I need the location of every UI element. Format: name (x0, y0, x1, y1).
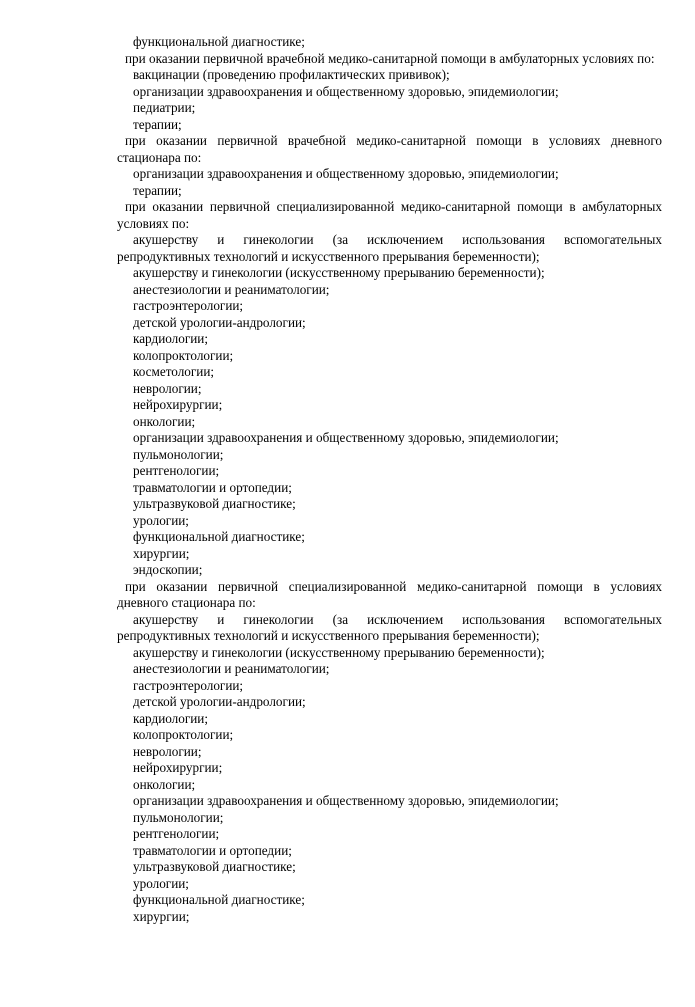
list-item: нейрохирургии; (133, 397, 223, 412)
list-item: терапии; (133, 116, 182, 132)
list-item: травматологии и ортопедии; (133, 842, 292, 858)
list-item: гастроэнтерологии; (133, 677, 244, 693)
list-item: организации здравоохранения и общественному здоровью, эпидемиологии; (133, 430, 559, 445)
list-item: нейрохирургии; (133, 760, 223, 775)
list-item: хирургии; (133, 545, 190, 561)
list-item: пульмонологии; (133, 446, 224, 462)
document-page (117, 34, 662, 925)
list-item: урологии; (133, 512, 189, 528)
section-heading: при оказании первичной врачебной медико-санитарной помощи в условиях дневного стационара по: (117, 133, 662, 165)
list-item: неврологии; (133, 380, 202, 396)
list-item: акушерству и гинекологии (искусственному прерыванию беременности); (133, 644, 545, 660)
list-item: ультразвуковой диагностике; (133, 496, 296, 511)
list-item: рентгенологии; (133, 463, 220, 478)
list-item: гастроэнтерологии; (133, 298, 244, 313)
list-item: ультразвуковой диагностике; (133, 859, 296, 874)
list-item: акушерству и гинекологии (за исключением использования вспомогательных репродуктивных технологий и искусственного прерывания беременности); (117, 232, 662, 264)
list-item: акушерству и гинекологии (за исключением использования вспомогательных репродуктивных технологий и искусственного прерывания беременности); (117, 611, 662, 643)
list-item: эндоскопии; (133, 562, 203, 577)
list-item: пульмонологии; (133, 809, 224, 825)
list-item: онкологии; (133, 413, 196, 429)
section-heading: при оказании первичной врачебной медико-санитарной помощи в амбулаторных условиях по: (125, 50, 655, 66)
list-item: рентгенологии; (133, 826, 220, 841)
list-item: акушерству и гинекологии (искусственному прерыванию беременности); (133, 265, 545, 280)
list-item: анестезиологии и реаниматологии; (133, 281, 330, 297)
section-heading: при оказании первичной специализированной медико-санитарной помощи в условиях дневного стационара по: (117, 578, 662, 610)
list-item: колопроктологии; (133, 347, 234, 363)
list-item: анестезиологии и реаниматологии; (133, 661, 330, 676)
list-item: неврологии; (133, 743, 202, 759)
list-item: вакцинации (проведению профилактических прививок); (133, 67, 450, 82)
list-item: организации здравоохранения и общественному здоровью, эпидемиологии; (133, 83, 559, 99)
list-item: функциональной диагностике; (133, 892, 305, 907)
list-item: хирургии; (133, 908, 190, 924)
list-item: функциональной диагностике; (133, 529, 305, 544)
list-item: педиатрии; (133, 100, 196, 115)
list-item: кардиологии; (133, 331, 209, 346)
list-item: организации здравоохранения и общественному здоровью, эпидемиологии; (133, 166, 559, 181)
list-item: кардиологии; (133, 710, 209, 726)
list-item: терапии; (133, 182, 182, 198)
list-item: организации здравоохранения и общественному здоровью, эпидемиологии; (133, 793, 559, 808)
list-item: колопроктологии; (133, 727, 234, 742)
list-item: детской урологии-андрологии; (133, 314, 306, 330)
section-heading: при оказании первичной специализированной медико-санитарной помощи в амбулаторных условиях по: (117, 199, 662, 231)
list-item: травматологии и ортопедии; (133, 479, 292, 495)
list-item: онкологии; (133, 776, 196, 792)
list-item: урологии; (133, 875, 189, 891)
list-item: детской урологии-андрологии; (133, 694, 306, 709)
list-item: косметологии; (133, 364, 215, 379)
list-item: функциональной диагностике; (133, 34, 305, 49)
